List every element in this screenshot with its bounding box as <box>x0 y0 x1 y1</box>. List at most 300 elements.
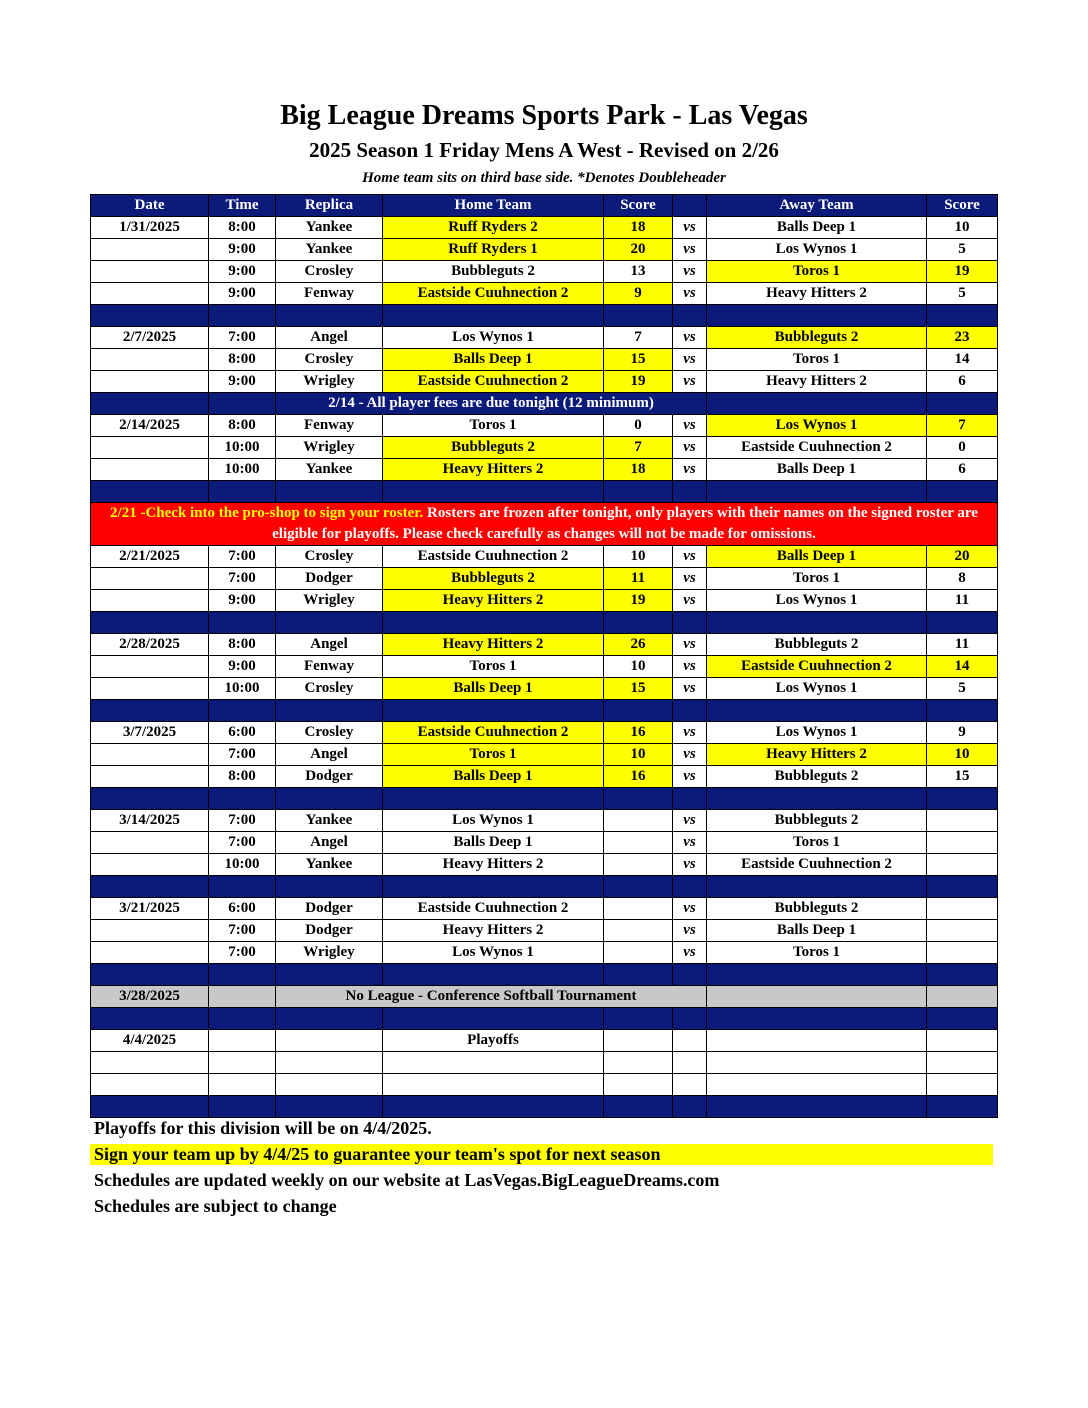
away-score <box>927 942 998 964</box>
home-score: 16 <box>604 766 673 788</box>
page-subtitle: 2025 Season 1 Friday Mens A West - Revised on 2/26 <box>309 138 779 162</box>
footer-website-note: Schedules are updated weekly on our website at LasVegas.BigLeagueDreams.com <box>94 1170 720 1190</box>
separator-cell <box>91 481 209 503</box>
home-team: Heavy Hitters 2 <box>383 634 604 656</box>
home-team: Heavy Hitters 2 <box>383 590 604 612</box>
game-row <box>91 261 998 283</box>
away-score <box>927 1074 998 1096</box>
separator-cell <box>383 700 604 722</box>
vs-label: vs <box>673 261 707 283</box>
away-team: Toros 1 <box>707 832 927 854</box>
separator-cell <box>604 876 673 898</box>
away-score: 14 <box>927 656 998 678</box>
away-score: 6 <box>927 459 998 481</box>
away-team: Eastside Cuuhnection 2 <box>707 854 927 876</box>
game-time: 7:00 <box>209 920 276 942</box>
game-time: 9:00 <box>209 371 276 393</box>
game-field: Crosley <box>276 349 383 371</box>
home-team: Eastside Cuuhnection 2 <box>383 722 604 744</box>
separator-cell <box>209 700 276 722</box>
home-score: 18 <box>604 459 673 481</box>
game-field: Crosley <box>276 722 383 744</box>
vs-label: vs <box>673 546 707 568</box>
separator-cell <box>927 612 998 634</box>
home-score: 10 <box>604 656 673 678</box>
vs-label: vs <box>673 810 707 832</box>
separator-cell <box>707 788 927 810</box>
game-field: Dodger <box>276 898 383 920</box>
game-date <box>91 678 209 700</box>
separator-cell <box>209 876 276 898</box>
game-field: Yankee <box>276 217 383 239</box>
game-time: 10:00 <box>209 459 276 481</box>
away-score: 9 <box>927 722 998 744</box>
game-row <box>91 568 998 590</box>
away-score: 10 <box>927 217 998 239</box>
game-row <box>91 722 998 744</box>
game-row <box>91 239 998 261</box>
away-score <box>927 920 998 942</box>
banner-cell <box>91 393 209 415</box>
home-team: Los Wynos 1 <box>383 942 604 964</box>
game-row <box>91 217 998 239</box>
away-team: Heavy Hitters 2 <box>707 283 927 305</box>
home-score <box>604 1074 673 1096</box>
home-team <box>383 1052 604 1074</box>
home-score: 11 <box>604 568 673 590</box>
separator-cell <box>383 788 604 810</box>
separator-cell <box>927 700 998 722</box>
empty-cell <box>209 986 276 1008</box>
home-score: 10 <box>604 744 673 766</box>
game-time: 8:00 <box>209 634 276 656</box>
vs-label: vs <box>673 634 707 656</box>
vs-label <box>673 1052 707 1074</box>
separator-row <box>91 481 998 503</box>
game-row <box>91 327 998 349</box>
separator-cell <box>927 1008 998 1030</box>
game-time: 9:00 <box>209 656 276 678</box>
game-time <box>209 1052 276 1074</box>
game-row <box>91 744 998 766</box>
separator-cell <box>707 305 927 327</box>
separator-cell <box>209 1008 276 1030</box>
game-date <box>91 1074 209 1096</box>
home-score: 13 <box>604 261 673 283</box>
game-date: 3/14/2025 <box>91 810 209 832</box>
away-team: Balls Deep 1 <box>707 217 927 239</box>
away-team <box>707 1074 927 1096</box>
away-team: Bubbleguts 2 <box>707 898 927 920</box>
home-score <box>604 1030 673 1052</box>
no-league-text: No League - Conference Softball Tournament <box>276 986 707 1008</box>
vs-label: vs <box>673 920 707 942</box>
vs-label: vs <box>673 459 707 481</box>
game-date <box>91 261 209 283</box>
vs-label: vs <box>673 678 707 700</box>
column-header-away-team: Away Team <box>707 195 927 217</box>
home-score: 18 <box>604 217 673 239</box>
separator-cell <box>209 305 276 327</box>
home-team: Los Wynos 1 <box>383 327 604 349</box>
separator-cell <box>276 612 383 634</box>
home-team: Eastside Cuuhnection 2 <box>383 898 604 920</box>
game-field: Angel <box>276 634 383 656</box>
game-date <box>91 590 209 612</box>
game-field: Wrigley <box>276 371 383 393</box>
game-date <box>91 283 209 305</box>
separator-cell <box>383 964 604 986</box>
separator-cell <box>707 964 927 986</box>
away-team: Los Wynos 1 <box>707 239 927 261</box>
separator-cell <box>673 700 707 722</box>
game-row <box>91 1052 998 1074</box>
separator-cell <box>673 305 707 327</box>
separator-cell <box>707 876 927 898</box>
vs-label <box>673 1030 707 1052</box>
separator-row <box>91 876 998 898</box>
home-team: Bubbleguts 2 <box>383 437 604 459</box>
home-score: 10 <box>604 546 673 568</box>
home-team: Heavy Hitters 2 <box>383 920 604 942</box>
game-time: 7:00 <box>209 327 276 349</box>
footer-change-note: Schedules are subject to change <box>94 1196 337 1216</box>
game-time: 10:00 <box>209 678 276 700</box>
home-score: 19 <box>604 371 673 393</box>
footer-playoffs-note: Playoffs for this division will be on 4/4/2025. <box>94 1118 432 1138</box>
separator-cell <box>276 1096 383 1118</box>
game-field: Dodger <box>276 920 383 942</box>
announcement-row <box>91 393 998 415</box>
away-score: 14 <box>927 349 998 371</box>
vs-label: vs <box>673 656 707 678</box>
game-row <box>91 415 998 437</box>
separator-cell <box>276 305 383 327</box>
away-team: Heavy Hitters 2 <box>707 371 927 393</box>
table-header-row <box>91 195 998 217</box>
game-field: Crosley <box>276 546 383 568</box>
game-field: Wrigley <box>276 590 383 612</box>
home-team: Toros 1 <box>383 744 604 766</box>
separator-cell <box>927 481 998 503</box>
home-score: 19 <box>604 590 673 612</box>
away-team: Bubbleguts 2 <box>707 766 927 788</box>
away-score <box>927 1030 998 1052</box>
game-row <box>91 459 998 481</box>
banner-cell <box>927 393 998 415</box>
away-score: 7 <box>927 415 998 437</box>
banner-cell <box>209 393 276 415</box>
column-header-away-score: Score <box>927 195 998 217</box>
separator-cell <box>604 1096 673 1118</box>
game-time: 7:00 <box>209 832 276 854</box>
game-field: Angel <box>276 327 383 349</box>
game-field: Angel <box>276 744 383 766</box>
game-time: 8:00 <box>209 349 276 371</box>
home-team: Eastside Cuuhnection 2 <box>383 371 604 393</box>
vs-label: vs <box>673 437 707 459</box>
vs-label: vs <box>673 590 707 612</box>
game-date <box>91 459 209 481</box>
separator-cell <box>91 788 209 810</box>
home-team: Toros 1 <box>383 656 604 678</box>
vs-label: vs <box>673 283 707 305</box>
away-team: Eastside Cuuhnection 2 <box>707 656 927 678</box>
separator-cell <box>91 1008 209 1030</box>
game-field: Wrigley <box>276 942 383 964</box>
game-field: Fenway <box>276 283 383 305</box>
separator-row <box>91 964 998 986</box>
home-score: 20 <box>604 239 673 261</box>
game-row <box>91 766 998 788</box>
separator-cell <box>604 700 673 722</box>
home-team: Eastside Cuuhnection 2 <box>383 283 604 305</box>
game-field: Yankee <box>276 810 383 832</box>
game-time <box>209 1074 276 1096</box>
separator-row <box>91 788 998 810</box>
away-team: Heavy Hitters 2 <box>707 744 927 766</box>
separator-row <box>91 1096 998 1118</box>
game-time: 9:00 <box>209 590 276 612</box>
separator-cell <box>209 788 276 810</box>
game-time: 7:00 <box>209 568 276 590</box>
away-team: Balls Deep 1 <box>707 459 927 481</box>
page-title: Big League Dreams Sports Park - Las Vegas <box>280 100 808 131</box>
game-field: Fenway <box>276 656 383 678</box>
vs-label: vs <box>673 371 707 393</box>
away-team <box>707 1030 927 1052</box>
game-row <box>91 854 998 876</box>
separator-cell <box>91 700 209 722</box>
game-field <box>276 1030 383 1052</box>
separator-cell <box>383 876 604 898</box>
game-field: Crosley <box>276 261 383 283</box>
game-row <box>91 656 998 678</box>
separator-cell <box>604 612 673 634</box>
separator-cell <box>673 612 707 634</box>
vs-label: vs <box>673 415 707 437</box>
home-score: 7 <box>604 437 673 459</box>
game-date: 3/21/2025 <box>91 898 209 920</box>
away-score <box>927 854 998 876</box>
no-league-row <box>91 986 998 1008</box>
home-score: 0 <box>604 415 673 437</box>
separator-cell <box>276 1008 383 1030</box>
game-time: 7:00 <box>209 546 276 568</box>
separator-cell <box>209 612 276 634</box>
home-team: Heavy Hitters 2 <box>383 854 604 876</box>
vs-label <box>673 1074 707 1096</box>
game-time: 7:00 <box>209 942 276 964</box>
game-date <box>91 239 209 261</box>
game-row <box>91 810 998 832</box>
separator-cell <box>604 788 673 810</box>
game-date <box>91 349 209 371</box>
separator-cell <box>673 1008 707 1030</box>
home-team <box>383 1074 604 1096</box>
column-header-home-team: Home Team <box>383 195 604 217</box>
game-time: 7:00 <box>209 810 276 832</box>
separator-cell <box>383 612 604 634</box>
away-score: 11 <box>927 590 998 612</box>
roster-alert-row <box>91 503 998 546</box>
game-row <box>91 898 998 920</box>
empty-cell <box>707 986 927 1008</box>
home-team: Heavy Hitters 2 <box>383 459 604 481</box>
vs-label: vs <box>673 942 707 964</box>
away-team: Toros 1 <box>707 942 927 964</box>
away-team: Toros 1 <box>707 349 927 371</box>
game-row <box>91 590 998 612</box>
game-row <box>91 283 998 305</box>
vs-label: vs <box>673 217 707 239</box>
home-team: Balls Deep 1 <box>383 766 604 788</box>
separator-cell <box>91 612 209 634</box>
game-time: 8:00 <box>209 217 276 239</box>
game-time: 7:00 <box>209 744 276 766</box>
game-row <box>91 349 998 371</box>
separator-cell <box>276 481 383 503</box>
away-team: Bubbleguts 2 <box>707 810 927 832</box>
announcement-text: 2/14 - All player fees are due tonight (12 minimum) <box>276 393 707 415</box>
separator-cell <box>707 700 927 722</box>
game-time: 9:00 <box>209 261 276 283</box>
game-date <box>91 920 209 942</box>
game-date <box>91 832 209 854</box>
home-score <box>604 898 673 920</box>
away-score: 11 <box>927 634 998 656</box>
game-field: Yankee <box>276 239 383 261</box>
away-score <box>927 898 998 920</box>
home-team: Balls Deep 1 <box>383 678 604 700</box>
away-score <box>927 832 998 854</box>
home-score: 9 <box>604 283 673 305</box>
vs-label: vs <box>673 898 707 920</box>
game-date <box>91 437 209 459</box>
game-date: 2/28/2025 <box>91 634 209 656</box>
game-row <box>91 634 998 656</box>
separator-cell <box>383 1096 604 1118</box>
column-header-home-score: Score <box>604 195 673 217</box>
game-date <box>91 744 209 766</box>
separator-cell <box>383 305 604 327</box>
game-date <box>91 854 209 876</box>
home-score <box>604 832 673 854</box>
separator-cell <box>91 1096 209 1118</box>
separator-cell <box>276 876 383 898</box>
roster-alert-text: Rosters are frozen after tonight, only players with their names on the signed roster are eligible for playoffs. Please check carefully as changes will not be made for omissions. <box>272 505 978 542</box>
game-date <box>91 371 209 393</box>
away-team: Bubbleguts 2 <box>707 634 927 656</box>
vs-label: vs <box>673 722 707 744</box>
vs-label: vs <box>673 327 707 349</box>
separator-cell <box>673 788 707 810</box>
separator-cell <box>927 305 998 327</box>
game-date: 2/7/2025 <box>91 327 209 349</box>
away-score: 5 <box>927 283 998 305</box>
column-header-replica: Replica <box>276 195 383 217</box>
away-score: 19 <box>927 261 998 283</box>
separator-cell <box>927 788 998 810</box>
away-team: Toros 1 <box>707 261 927 283</box>
away-score: 23 <box>927 327 998 349</box>
game-time: 6:00 <box>209 898 276 920</box>
separator-cell <box>927 1096 998 1118</box>
game-date <box>91 1052 209 1074</box>
schedule-note: Home team sits on third base side. *Denotes Doubleheader <box>362 170 726 186</box>
game-time: 10:00 <box>209 437 276 459</box>
game-date <box>91 656 209 678</box>
away-team: Los Wynos 1 <box>707 590 927 612</box>
home-team: Toros 1 <box>383 415 604 437</box>
game-date <box>91 942 209 964</box>
separator-cell <box>927 876 998 898</box>
separator-row <box>91 700 998 722</box>
game-date: 2/21/2025 <box>91 546 209 568</box>
empty-cell <box>927 986 998 1008</box>
column-header-time: Time <box>209 195 276 217</box>
game-field: Crosley <box>276 678 383 700</box>
separator-cell <box>91 964 209 986</box>
separator-cell <box>91 876 209 898</box>
home-team: Los Wynos 1 <box>383 810 604 832</box>
footer-signup-note: Sign your team up by 4/4/25 to guarantee your team's spot for next season <box>90 1144 993 1165</box>
home-score <box>604 854 673 876</box>
game-time: 8:00 <box>209 766 276 788</box>
vs-label: vs <box>673 744 707 766</box>
away-score: 5 <box>927 678 998 700</box>
separator-cell <box>209 481 276 503</box>
separator-cell <box>707 481 927 503</box>
separator-row <box>91 612 998 634</box>
separator-cell <box>209 964 276 986</box>
away-score: 8 <box>927 568 998 590</box>
game-field: Yankee <box>276 854 383 876</box>
separator-cell <box>276 788 383 810</box>
separator-row <box>91 305 998 327</box>
home-score: 15 <box>604 678 673 700</box>
separator-row <box>91 1008 998 1030</box>
away-team: Bubbleguts 2 <box>707 327 927 349</box>
game-time: 9:00 <box>209 283 276 305</box>
separator-cell <box>707 1008 927 1030</box>
schedule-body <box>91 195 998 1118</box>
game-date: 3/7/2025 <box>91 722 209 744</box>
home-score: 26 <box>604 634 673 656</box>
away-score: 5 <box>927 239 998 261</box>
game-time <box>209 1030 276 1052</box>
away-team <box>707 1052 927 1074</box>
game-time: 8:00 <box>209 415 276 437</box>
game-row <box>91 920 998 942</box>
away-team: Balls Deep 1 <box>707 920 927 942</box>
home-score: 7 <box>604 327 673 349</box>
game-field: Yankee <box>276 459 383 481</box>
home-score <box>604 920 673 942</box>
game-field: Fenway <box>276 415 383 437</box>
vs-label: vs <box>673 239 707 261</box>
separator-cell <box>927 964 998 986</box>
game-row <box>91 371 998 393</box>
separator-cell <box>383 1008 604 1030</box>
game-date <box>91 568 209 590</box>
away-score <box>927 810 998 832</box>
away-team: Eastside Cuuhnection 2 <box>707 437 927 459</box>
game-row <box>91 832 998 854</box>
away-score: 0 <box>927 437 998 459</box>
separator-cell <box>673 964 707 986</box>
vs-label: vs <box>673 854 707 876</box>
